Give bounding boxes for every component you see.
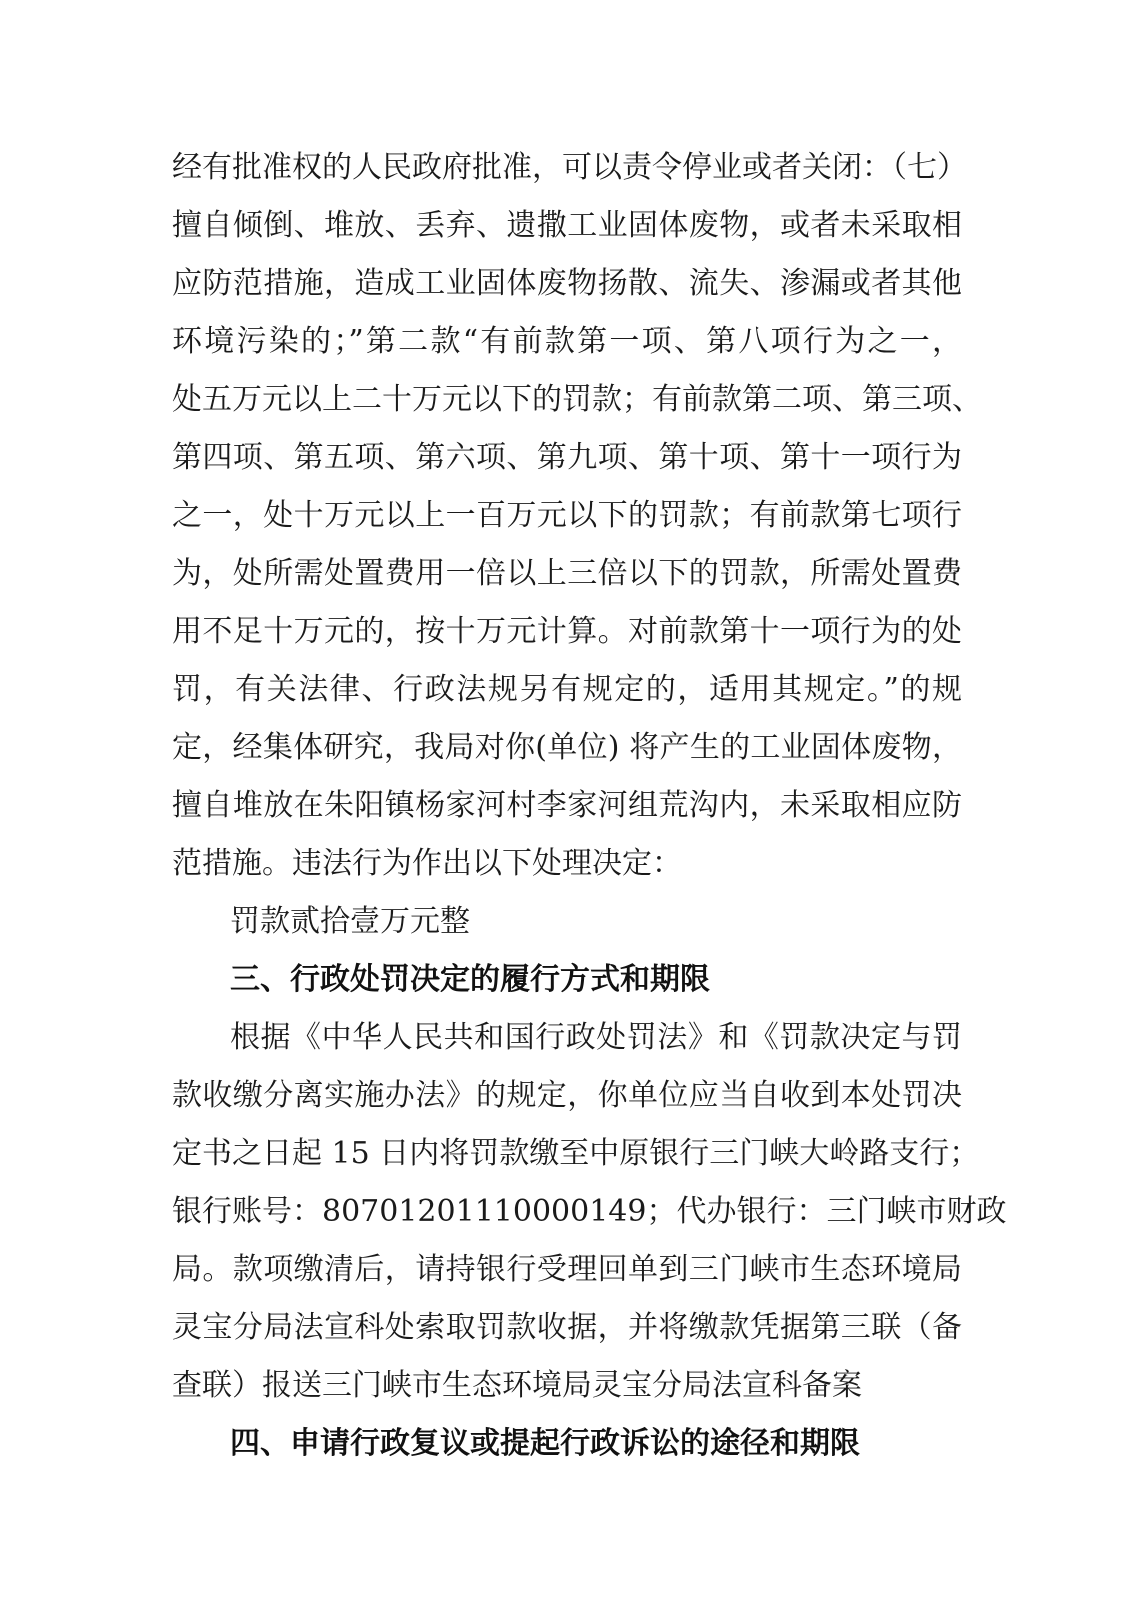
body-text-line: 经有批准权的人民政府批准，可以责令停业或者关闭：（七） (172, 150, 967, 185)
body-text-line: 第四项、第五项、第六项、第九项、第十项、第十一项行为 (172, 440, 962, 475)
body-text-line: 局。款项缴清后，请持银行受理回单到三门峡市生态环境局 (172, 1252, 962, 1287)
body-text-line: 灵宝分局法宣科处索取罚款收据，并将缴款凭据第三联（备 (172, 1310, 962, 1345)
body-text-line: 为，处所需处置费用一倍以上三倍以下的罚款，所需处置费 (172, 556, 962, 591)
body-text-line: 定，经集体研究，我局对你(单位) 将产生的工业固体废物， (172, 730, 962, 765)
section-heading-3: 三、行政处罚决定的履行方式和期限 (230, 962, 710, 997)
body-text-line: 定书之日起 15 日内将罚款缴至中原银行三门峡大岭路支行； (172, 1136, 980, 1171)
body-text-line: 查联）报送三门峡市生态环境局灵宝分局法宣科备案 (172, 1368, 862, 1403)
section-heading-4: 四、申请行政复议或提起行政诉讼的途径和期限 (230, 1426, 860, 1461)
body-text-line: 擅自倾倒、堆放、丢弃、遗撒工业固体废物，或者未采取相 (172, 208, 962, 243)
penalty-amount: 罚款贰拾壹万元整 (230, 904, 470, 939)
body-text-line: 根据《中华人民共和国行政处罚法》和《罚款决定与罚 (230, 1020, 962, 1055)
body-text-line: 之一，处十万元以上一百万元以下的罚款；有前款第七项行 (172, 498, 962, 533)
body-text-line: 罚，有关法律、行政法规另有规定的，适用其规定。”的规 (172, 672, 962, 707)
body-text-line: 款收缴分离实施办法》的规定，你单位应当自收到本处罚决 (172, 1078, 962, 1113)
body-text-line: 处五万元以上二十万元以下的罚款；有前款第二项、第三项、 (172, 382, 982, 417)
body-text-line: 环境污染的；”第二款“有前款第一项、第八项行为之一， (172, 324, 962, 359)
body-text-line: 应防范措施，造成工业固体废物扬散、流失、渗漏或者其他 (172, 266, 962, 301)
body-text-line: 银行账号：80701201110000149；代办银行：三门峡市财政 (172, 1194, 1007, 1229)
body-text-line: 用不足十万元的，按十万元计算。对前款第十一项行为的处 (172, 614, 962, 649)
body-text-line: 擅自堆放在朱阳镇杨家河村李家河组荒沟内，未采取相应防 (172, 788, 962, 823)
body-text-line: 范措施。违法行为作出以下处理决定： (172, 846, 682, 881)
